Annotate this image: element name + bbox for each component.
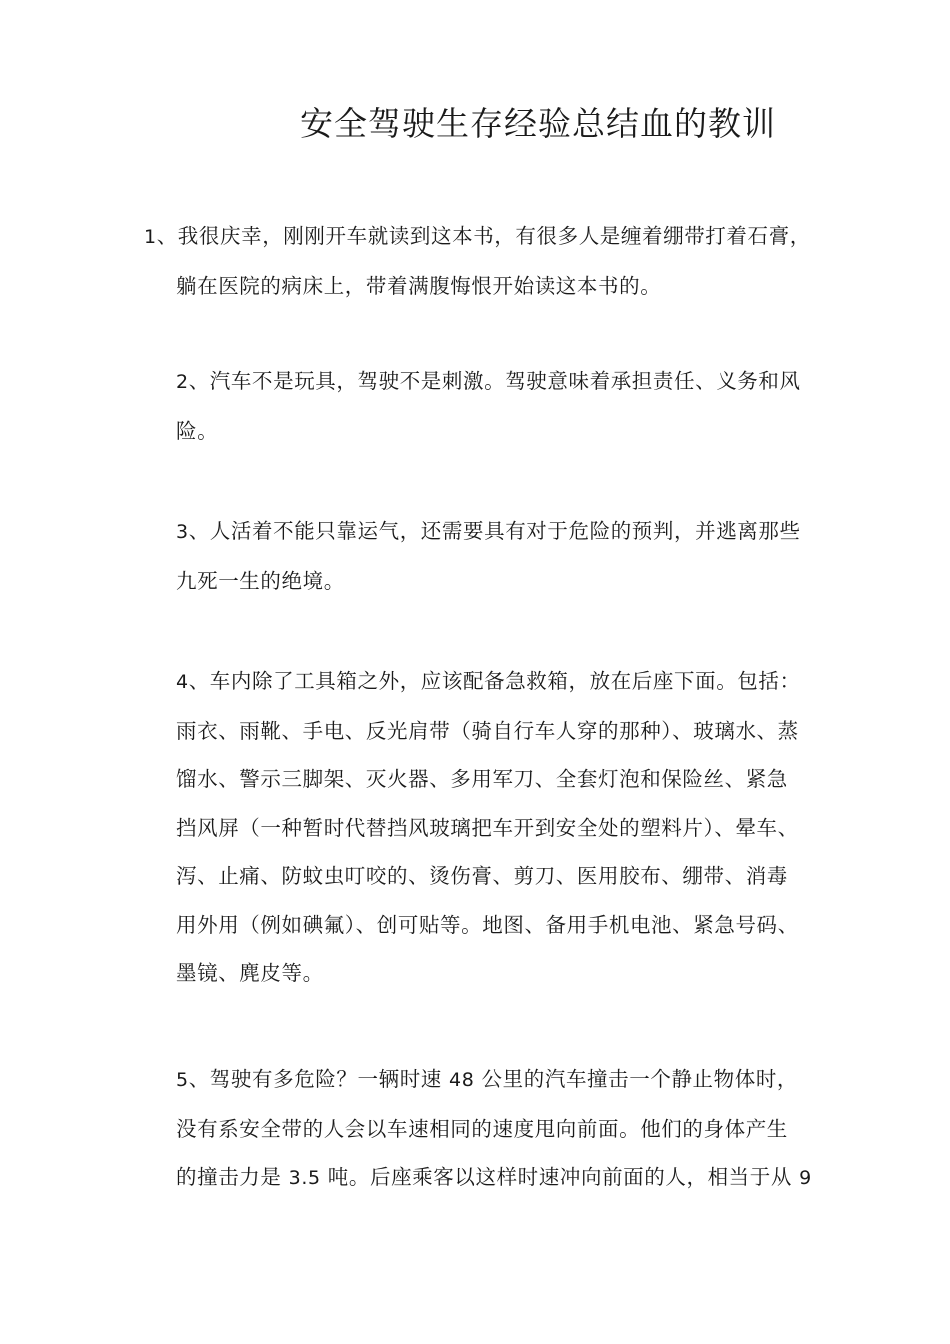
paragraph-2 [176, 357, 816, 455]
paragraph-text: 公里的汽车撞击一个静止物体时， [474, 1067, 799, 1091]
paragraph-5 [176, 1055, 816, 1203]
paragraph-4-line-1 [176, 657, 816, 707]
paragraph-4 [176, 657, 816, 998]
paragraph-4-line-2: 雨衣、雨靴、手电、反光肩带（骑自行车人穿的那种）、玻璃水、蒸 [176, 718, 799, 743]
paragraph-3-line-1 [176, 507, 816, 557]
paragraph-5-line-1 [176, 1055, 816, 1105]
paragraph-text: 、驾驶有多危险？一辆时速 [188, 1067, 450, 1091]
force-value: 3.5 [288, 1167, 321, 1189]
paragraph-number: 3 [176, 521, 189, 543]
paragraph-4-line-3: 馏水、警示三脚架、灭火器、多用军刀、全套灯泡和保险丝、紧急 [176, 767, 788, 791]
paragraph-3-line-2: 九死一生的绝境。 [176, 568, 345, 593]
paragraph-4-line-4: 挡风屏（一种暂时代替挡风玻璃把车开到安全处的塑料片）、晕车、 [176, 815, 799, 840]
paragraph-3 [176, 507, 816, 605]
paragraph-number: 1 [144, 226, 157, 248]
document-title: 安全驾驶生存经验总结血的教训 [300, 104, 776, 143]
paragraph-4-line-6: 用外用（例如碘氟）、创可贴等。地图、备用手机电池、紧急号码、 [176, 912, 799, 937]
paragraph-4-line-5: 泻、止痛、防蚊虫叮咬的、烫伤膏、剪刀、医用胶布、绷带、消毒 [176, 864, 788, 888]
paragraph-2-line-1 [176, 357, 816, 407]
paragraph-1 [144, 212, 816, 310]
paragraph-number: 2 [176, 371, 189, 393]
paragraph-number: 4 [176, 671, 189, 693]
paragraph-1-line-2: 躺在医院的病床上，带着满腹悔恨开始读这本书的。 [176, 273, 662, 298]
speed-value: 48 [449, 1069, 475, 1091]
paragraph-text: 、车内除了工具箱之外，应该配备急救箱，放在后座下面。包括： [188, 669, 801, 693]
height-value: 9 [799, 1167, 812, 1189]
paragraph-5-line-2: 没有系安全带的人会以车速相同的速度甩向前面。他们的身体产生 [176, 1116, 788, 1141]
paragraph-number: 5 [176, 1069, 189, 1091]
paragraph-1-line-1 [144, 212, 816, 262]
paragraph-text: 、汽车不是玩具，驾驶不是刺激。驾驶意味着承担责任、义务和风 [188, 369, 801, 393]
paragraph-2-line-2: 险。 [176, 418, 219, 443]
paragraph-text: 的撞击力是 [176, 1165, 289, 1189]
paragraph-text: 、人活着不能只靠运气，还需要具有对于危险的预判，并逃离那些 [188, 519, 801, 543]
paragraph-4-line-7: 墨镜、麂皮等。 [176, 961, 324, 985]
paragraph-5-line-3 [176, 1153, 816, 1203]
paragraph-text: 、我很庆幸，刚刚开车就读到这本书，有很多人是缠着绷带打着石膏， [156, 224, 811, 248]
paragraph-text: 吨。后座乘客以这样时速冲向前面的人，相当于从 [320, 1165, 800, 1189]
